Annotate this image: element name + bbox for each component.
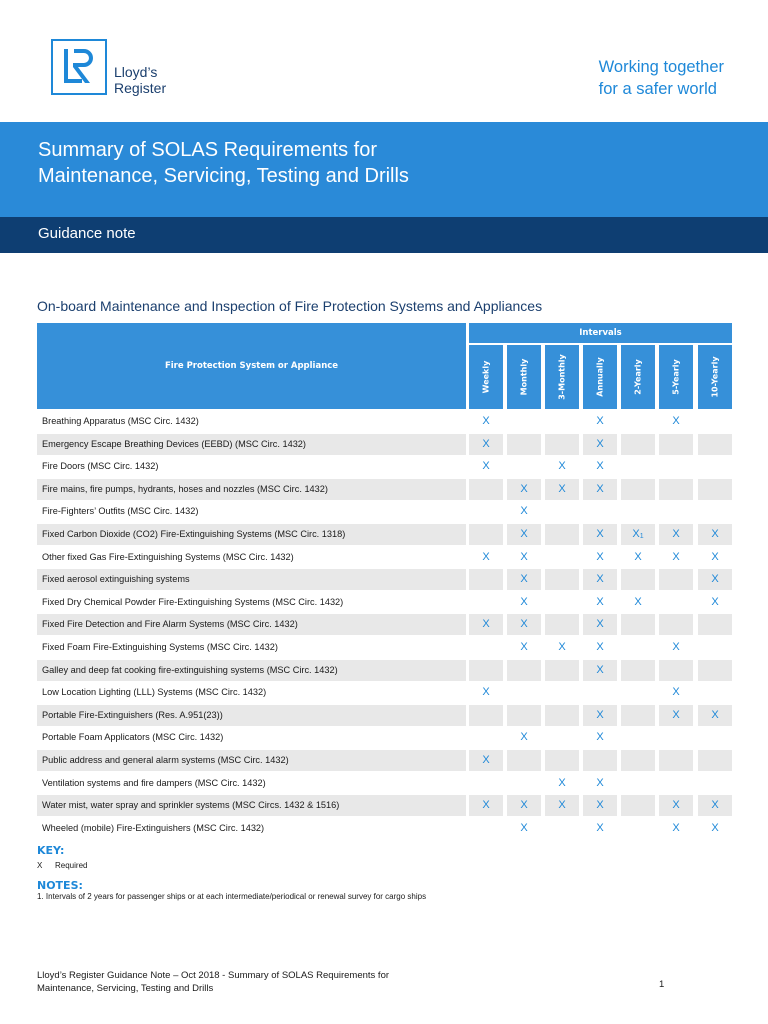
interval-cell: X [711,550,719,563]
interval-cell: X [596,731,604,744]
tagline [599,56,724,100]
row-system-name: Public address and general alarm systems (MSC Circ. 1432) [37,750,466,771]
interval-cell: X [469,614,503,635]
column-header [507,345,541,409]
interval-cell [621,637,655,658]
interval-cell: X [672,686,680,699]
interval-cell: X [698,569,732,590]
interval-cell: X [659,524,693,545]
interval-cell [698,434,732,455]
interval-cell [507,434,541,455]
interval-cell [698,479,732,500]
interval-cell [659,569,693,590]
interval-cell [698,501,732,522]
interval-cell: X [698,524,732,545]
column-header [583,345,617,409]
interval-cell: X [520,731,528,744]
interval-cell [659,727,693,748]
interval-cell [659,773,693,794]
interval-cell [469,479,503,500]
table-row [37,592,732,615]
interval-cell [621,614,655,635]
interval-cell [583,682,617,703]
interval-cell: X [583,434,617,455]
interval-cell [621,434,655,455]
interval-cell: X [672,641,680,653]
interval-cell: X [711,595,719,608]
interval-cell: X [482,460,490,473]
interval-cell [545,614,579,635]
table-row [37,682,732,705]
interval-cell: X [520,641,528,653]
interval-cell [698,637,732,658]
interval-cell [659,750,693,771]
footer-line1: Lloyd’s Register Guidance Note – Oct 2018 - Summary of SOLAS Requirements for [37,970,390,981]
interval-cell: X [659,795,693,816]
title-line1: Summary of SOLAS Requirements for [38,139,378,161]
row-system-name: Wheeled (mobile) Fire-Extinguishers (MSC Circ. 1432) [42,822,265,833]
title-line2: Maintenance, Servicing, Testing and Drills [38,165,409,187]
row-system-name: Water mist, water spray and sprinkler systems (MSC Circs. 1432 & 1516) [37,795,466,816]
interval-cell [545,434,579,455]
interval-cell [469,660,503,681]
table-row [37,479,732,502]
interval-cell [507,750,541,771]
lr-logo-icon [53,41,105,93]
row-system-name: Low Location Lighting (LLL) Systems (MSC Circ. 1432) [42,687,267,698]
interval-cell: X [507,614,541,635]
column-header-label: 5-Yearly [671,359,681,395]
guidance-label: Guidance note [38,225,136,242]
column-header [659,345,693,409]
interval-cell [507,682,541,703]
interval-cell: X [482,686,490,699]
interval-cell: X [672,821,680,834]
interval-cell [545,569,579,590]
table-row [37,501,732,524]
interval-cell: X [558,641,566,653]
interval-cell [469,501,503,522]
column-header-label: 3-Monthly [557,354,567,400]
interval-cell: X [545,795,579,816]
table-row [37,773,732,796]
column-header-label: Monthly [519,358,529,396]
interval-cell: X [583,795,617,816]
notes-title: NOTES: [37,879,83,892]
interval-cell: X [507,479,541,500]
interval-cell: X [583,614,617,635]
interval-cell [469,773,503,794]
row-system-name: Fixed Foam Fire-Extinguishing Systems (MSC Circ. 1432) [42,642,278,652]
interval-cell [621,705,655,726]
interval-cell [469,524,503,545]
interval-cell: X [583,660,617,681]
column-header [698,345,732,409]
interval-cell [659,501,693,522]
interval-cell [698,614,732,635]
interval-cell: X [596,550,604,563]
lr-logo [51,39,107,95]
interval-cell: X [596,821,604,834]
row-system-name: Fire Doors (MSC Circ. 1432) [42,461,159,472]
interval-cell: X [520,821,528,834]
interval-cell [507,773,541,794]
table-row [37,750,732,773]
table-row [37,818,732,841]
row-system-name: Fire mains, fire pumps, hydrants, hoses and nozzles (MSC Circ. 1432) [37,479,466,500]
interval-cell: X [558,776,566,789]
key-meaning: Required [55,861,88,870]
interval-cell [469,818,503,839]
table-row [37,727,732,750]
logo-wordmark [114,64,166,96]
interval-cell [469,727,503,748]
row-system-name: Fixed Dry Chemical Powder Fire-Extinguishing Systems (MSC Circ. 1432) [42,596,344,607]
column-header [545,345,579,409]
row-system-name: Fire-Fighters’ Outfits (MSC Circ. 1432) [42,506,199,517]
interval-cell [507,456,541,477]
table-row [37,795,732,818]
page-title [38,137,409,189]
interval-cell [545,592,579,613]
interval-cell: X [507,569,541,590]
interval-cell [621,479,655,500]
interval-cell: X [659,705,693,726]
logo-line2: Register [114,80,167,96]
table-row [37,411,732,434]
interval-cell: X [711,821,719,834]
interval-cell [621,727,655,748]
header-intervals: Intervals [469,323,732,343]
table-row [37,637,732,660]
interval-cell [545,727,579,748]
row-system-name: Ventilation systems and fire dampers (MSC Circ. 1432) [42,777,266,788]
row-system-name: Other fixed Gas Fire-Extinguishing Systems (MSC Circ. 1432) [42,551,294,562]
interval-cell: X [507,795,541,816]
row-system-name: Fixed aerosol extinguishing systems [37,569,466,590]
interval-cell [659,456,693,477]
interval-cell [545,501,579,522]
key-entry [37,861,87,870]
interval-cell: X [596,641,604,653]
key-title: KEY: [37,844,65,857]
row-system-name: Fixed Carbon Dioxide (CO2) Fire-Extinguishing Systems (MSC Circ. 1318) [37,524,466,545]
interval-cell [545,411,579,432]
interval-cell [621,411,655,432]
column-header-label: 2-Yearly [633,359,643,395]
interval-cell [659,479,693,500]
interval-cell [698,660,732,681]
interval-cell [659,614,693,635]
footer [37,969,457,995]
interval-cell [507,705,541,726]
interval-cell [545,750,579,771]
interval-cell [545,818,579,839]
section-heading: On-board Maintenance and Inspection of Fire Protection Systems and Appliances [37,298,543,314]
interval-cell: X [558,460,566,473]
interval-cell: X [596,595,604,608]
header-fire-protection: Fire Protection System or Appliance [37,323,466,409]
interval-cell [698,750,732,771]
table-row [37,434,732,457]
interval-cell: X [596,460,604,473]
interval-cell [698,773,732,794]
interval-cell [659,592,693,613]
row-system-name: Galley and deep fat cooking fire-extinguishing systems (MSC Circ. 1432) [37,660,466,681]
interval-cell: X [520,550,528,563]
interval-cell: X [698,795,732,816]
interval-cell: X [507,524,541,545]
table-row [37,660,732,683]
interval-cell: X [583,705,617,726]
row-system-name: Portable Foam Applicators (MSC Circ. 1432) [42,732,224,743]
interval-cell: X [672,415,680,427]
interval-cell [659,660,693,681]
interval-cell: X [482,415,490,427]
interval-cell [469,592,503,613]
interval-cell: X [596,776,604,789]
interval-cell [545,682,579,703]
logo-line1: Lloyd’s [114,64,158,80]
interval-cell: $X_1$ [621,524,655,545]
row-system-name: Fixed Fire Detection and Fire Alarm Systems (MSC Circ. 1432) [37,614,466,635]
column-header-label: Weekly [481,360,491,394]
interval-cell [621,818,655,839]
interval-cell [621,773,655,794]
interval-cell [698,456,732,477]
interval-cell: X [520,595,528,608]
interval-cell: X [698,705,732,726]
row-system-name: Portable Fire-Extinguishers (Res. A.951(23)) [37,705,466,726]
column-header [621,345,655,409]
row-system-name: Emergency Escape Breathing Devices (EEBD) (MSC Circ. 1432) [37,434,466,455]
key-symbol: X [37,861,43,870]
interval-cell: X [596,415,604,427]
interval-cell [545,524,579,545]
interval-cell [698,727,732,748]
interval-cell: X [583,479,617,500]
interval-cell [583,750,617,771]
interval-cell [621,569,655,590]
interval-cell [659,434,693,455]
interval-cell [621,795,655,816]
interval-cell [507,660,541,681]
interval-cell [621,660,655,681]
guidance-band [0,217,768,253]
interval-cell [583,501,617,522]
notes-text: 1. Intervals of 2 years for passenger ships or at each intermediate/periodical or renewal survey for cargo ships [37,892,427,901]
table-row [37,705,732,728]
table-row [37,524,732,547]
title-band [0,122,768,217]
interval-cell [469,705,503,726]
interval-cell: X [672,550,680,563]
column-header-label: 10-Yearly [710,356,720,398]
interval-cell [621,682,655,703]
table-row [37,547,732,570]
tagline-line2: for a safer world [598,80,717,98]
interval-cell [698,411,732,432]
interval-cell [621,501,655,522]
interval-cell: X [634,595,642,608]
page-number: 1 [659,979,665,990]
interval-cell [545,547,579,568]
interval-cell: X [469,750,503,771]
interval-cell [469,637,503,658]
interval-cell: X [520,505,528,518]
interval-cell [698,682,732,703]
interval-cell: X [583,569,617,590]
interval-cell [469,569,503,590]
interval-cell [621,750,655,771]
interval-cell: X [545,479,579,500]
interval-cell: X [469,795,503,816]
tagline-line1: Working together [598,58,724,76]
table-row [37,614,732,637]
interval-cell: X [469,434,503,455]
interval-cell: X [634,550,642,563]
column-header [469,345,503,409]
interval-cell [545,660,579,681]
interval-cell: X [482,550,490,563]
row-system-name: Breathing Apparatus (MSC Circ. 1432) [42,416,199,426]
interval-cell: X [583,524,617,545]
interval-cell [507,411,541,432]
footer-line2: Maintenance, Servicing, Testing and Drills [37,983,214,994]
table-row [37,569,732,592]
table-row [37,456,732,479]
interval-cell [545,705,579,726]
column-header-label: Annually [595,357,605,397]
interval-cell [621,456,655,477]
